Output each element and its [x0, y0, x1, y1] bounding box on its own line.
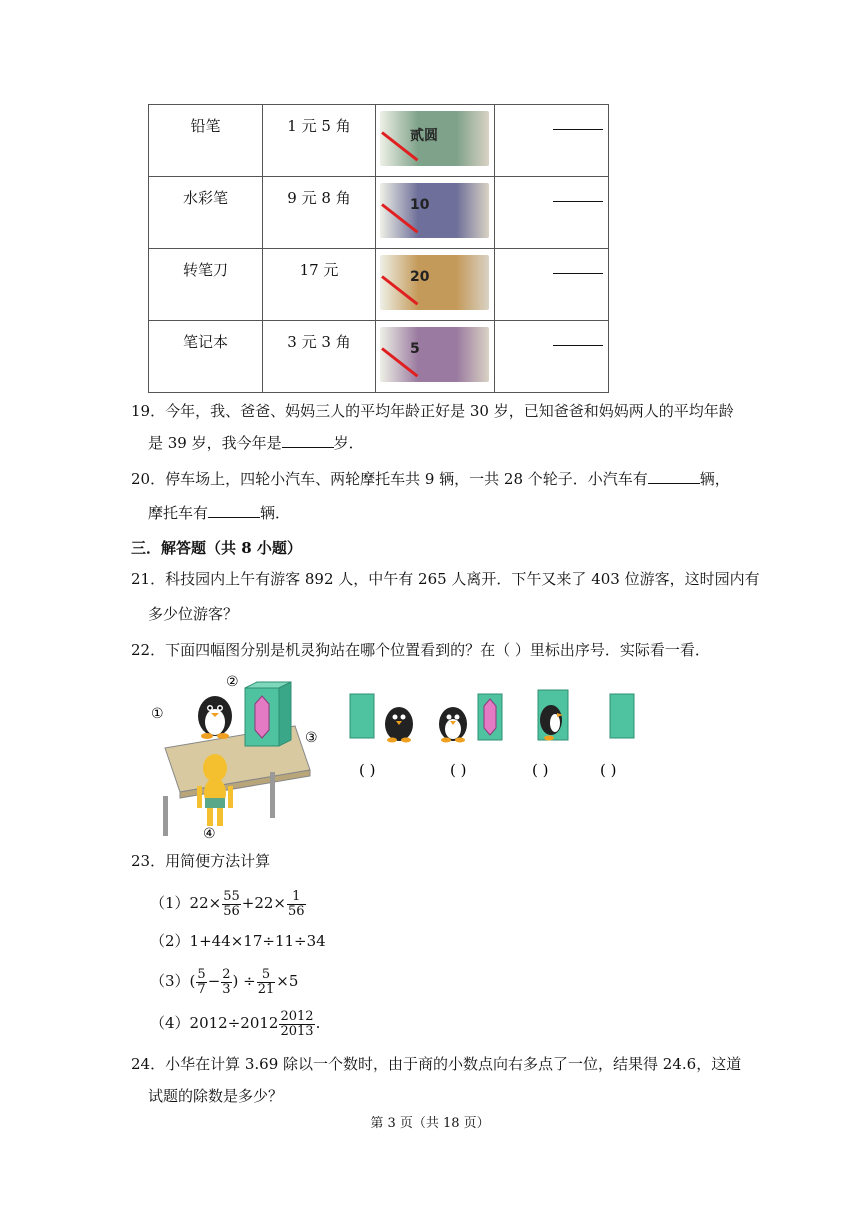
q23-3-c: ×5	[276, 972, 299, 990]
answer-paren-3: ( )	[532, 761, 549, 779]
frac-num: 2012	[280, 1008, 314, 1024]
item-name: 笔记本	[149, 321, 263, 393]
banknote-image	[380, 255, 489, 310]
page-footer: 第 3 页（共 18 页）	[370, 1116, 490, 1131]
q19-answer-blank	[282, 433, 334, 448]
q20-line1	[131, 468, 730, 490]
position-label-2: ②	[226, 674, 239, 690]
q20-text-d: 辆．	[260, 504, 291, 522]
fraction-5-7	[196, 968, 206, 997]
position-label-1: ①	[151, 706, 164, 722]
item-price: 1 元 5 角	[263, 105, 376, 177]
answer-paren-1: ( )	[359, 761, 376, 779]
banknote-image	[380, 327, 489, 382]
fraction-5-21	[257, 968, 276, 997]
table-scene	[151, 674, 318, 842]
banknote-image	[380, 183, 489, 238]
frac-den: 3	[222, 981, 231, 997]
q20-text-c: 摩托车有	[148, 504, 209, 522]
q23-1-b: +22×	[241, 894, 286, 912]
q20-line2	[148, 502, 290, 524]
q24-line2: 试题的除数是多少？	[148, 1087, 284, 1105]
q19-line2	[148, 432, 364, 454]
q23-title: 23．用简便方法计算	[131, 852, 271, 870]
frac-den: 21	[257, 981, 275, 997]
price-table	[148, 104, 609, 393]
banknote-denomination: 贰圆	[410, 128, 438, 144]
answer-cell	[495, 105, 609, 177]
q21-line1: 21．科技园内上午有游客 892 人，中午有 265 人离开．下午又来了 403 位游客，这时园内有	[131, 570, 760, 588]
view-1	[350, 690, 634, 743]
banknote-cell	[376, 321, 495, 393]
q20-car-blank	[648, 469, 700, 484]
answer-blank	[553, 335, 603, 346]
frac-num: 5	[197, 966, 206, 982]
fraction-2012-2013	[279, 1010, 314, 1039]
fraction-2-3	[221, 968, 231, 997]
q20-text-b: 辆，	[699, 470, 730, 488]
banknote-image	[380, 111, 489, 166]
q23-4-a: （4）2012÷2012	[150, 1014, 279, 1032]
fraction-1-56	[287, 890, 306, 919]
banknote-cell	[376, 105, 495, 177]
answer-blank	[553, 119, 603, 130]
position-label-4: ④	[203, 826, 216, 842]
q23-3-a: （3）(	[150, 972, 196, 990]
q22-line1: 22．下面四幅图分别是机灵狗站在哪个位置看到的？在（ ）里标出序号．实际看一看．	[131, 641, 710, 659]
q23-item-3	[150, 966, 298, 997]
table-row	[149, 177, 609, 249]
q24-line1: 24．小华在计算 3.69 除以一个数时，由于商的小数点向右多点了一位，结果得 24.6，这道	[131, 1055, 742, 1073]
q19-line1: 19．今年，我、爸爸、妈妈三人的平均年龄正好是 30 岁，已知爸爸和妈妈两人的平均年龄	[131, 402, 734, 420]
q21-line2: 多少位游客？	[148, 605, 239, 623]
q23-1-a: （1）22×	[150, 894, 222, 912]
banknote-cell	[376, 249, 495, 321]
q20-text-a: 20．停车场上，四轮小汽车、两轮摩托车共 9 辆，一共 28 个轮子．小汽车有	[131, 470, 648, 488]
table-row	[149, 105, 609, 177]
q22-illustration	[145, 668, 675, 843]
frac-num: 1	[287, 890, 306, 905]
table-row	[149, 249, 609, 321]
frac-den: 7	[197, 981, 206, 997]
q23-3-b: ) ÷	[232, 972, 256, 990]
answer-cell	[495, 321, 609, 393]
q23-item-4	[150, 1008, 320, 1039]
section-title: 三．解答题（共 8 小题）	[131, 539, 302, 557]
q23-4-b: .	[315, 1014, 321, 1032]
banknote-cell	[376, 177, 495, 249]
table-row	[149, 321, 609, 393]
q19-text-a: 是 39 岁，我今年是	[148, 434, 282, 452]
q19-text-b: 岁．	[333, 434, 364, 452]
fraction-55-56	[222, 890, 241, 919]
frac-num: 55	[223, 888, 240, 904]
frac-den: 56	[223, 903, 240, 919]
item-name: 水彩笔	[149, 177, 263, 249]
banknote-denomination: 5	[410, 341, 420, 357]
answer-paren-2: ( )	[450, 761, 467, 779]
answer-cell	[495, 177, 609, 249]
frac-den: 2013	[280, 1023, 314, 1039]
answer-blank	[553, 191, 603, 202]
banknote-denomination: 10	[410, 197, 430, 213]
answer-blank	[553, 263, 603, 274]
banknote-denomination: 20	[410, 269, 430, 285]
item-price: 3 元 3 角	[263, 321, 376, 393]
frac-num: 2	[222, 966, 231, 982]
q23-item-2: （2）1+44×17÷11÷34	[150, 932, 326, 950]
item-name: 转笔刀	[149, 249, 263, 321]
item-price: 17 元	[263, 249, 376, 321]
q20-moto-blank	[208, 503, 260, 518]
item-name: 铅笔	[149, 105, 263, 177]
q23-item-1	[150, 888, 307, 919]
position-label-3: ③	[305, 730, 318, 746]
frac-num: 5	[257, 968, 276, 983]
minus-sign: −	[207, 972, 221, 990]
answer-cell	[495, 249, 609, 321]
item-price: 9 元 8 角	[263, 177, 376, 249]
answer-paren-4: ( )	[600, 761, 617, 779]
frac-den: 56	[287, 903, 305, 919]
